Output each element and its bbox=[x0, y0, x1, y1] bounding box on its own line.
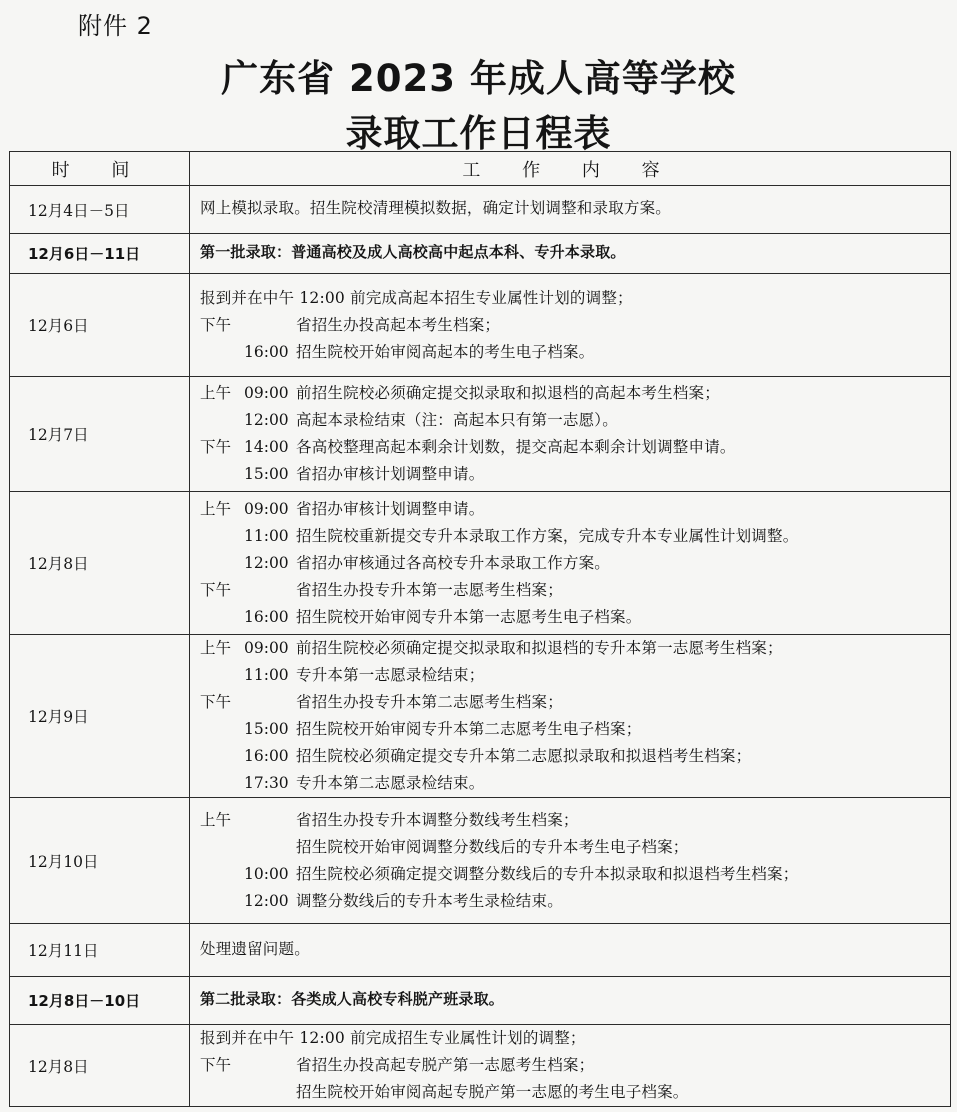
header-time: 时 间 bbox=[10, 152, 190, 186]
task-text: 招生院校重新提交专升本录取工作方案，完成专升本专业属性计划调整。 bbox=[296, 526, 799, 545]
schedule-line bbox=[200, 937, 946, 964]
period-label: 下午 bbox=[200, 693, 232, 711]
row-date: 12月4日－5日 bbox=[10, 186, 190, 234]
schedule-line bbox=[200, 689, 946, 716]
row-date: 12月7日 bbox=[10, 377, 190, 492]
row-content bbox=[190, 1025, 951, 1107]
schedule-line bbox=[200, 312, 946, 339]
header-content: 工 作 内 容 bbox=[190, 152, 951, 186]
table-row bbox=[10, 234, 951, 274]
schedule-line bbox=[200, 496, 946, 523]
table-row bbox=[10, 635, 951, 798]
task-text: 专升本第二志愿录检结束。 bbox=[296, 774, 485, 792]
period-label: 下午 bbox=[200, 580, 232, 599]
time-label: 16:00 bbox=[244, 607, 289, 626]
time-label: 15:00 bbox=[244, 465, 289, 483]
document-subtitle: 录取工作日程表 bbox=[345, 112, 612, 155]
row-date: 12月8日 bbox=[10, 1025, 190, 1107]
schedule-line bbox=[200, 550, 946, 577]
row-content bbox=[190, 977, 951, 1025]
schedule-line bbox=[200, 807, 946, 834]
period-label: 上午 bbox=[200, 499, 232, 518]
row-date: 12月9日 bbox=[10, 635, 190, 798]
task-text: 高起本录检结束（注：高起本只有第一志愿）。 bbox=[296, 411, 618, 429]
row-date: 12月8日 bbox=[10, 492, 190, 635]
schedule-line bbox=[200, 834, 946, 861]
table-row bbox=[10, 924, 951, 977]
task-text: 报到并在中午 12:00 前完成高起本招生专业属性计划的调整； bbox=[200, 288, 633, 307]
task-text: 省招办审核通过各高校专升本录取工作方案。 bbox=[296, 553, 611, 572]
schedule-line bbox=[200, 743, 946, 770]
time-label: 17:30 bbox=[244, 774, 289, 792]
time-label: 12:00 bbox=[244, 553, 289, 572]
time-label: 16:00 bbox=[244, 747, 289, 765]
task-text: 报到并在中午 12:00 前完成招生专业属性计划的调整； bbox=[200, 1029, 586, 1047]
task-text: 调整分数线后的专升本考生录检结束。 bbox=[296, 891, 563, 910]
schedule-line bbox=[200, 987, 946, 1014]
row-content bbox=[190, 274, 951, 377]
document-title: 广东省 2023 年成人高等学校 bbox=[221, 57, 736, 100]
schedule-line bbox=[200, 861, 946, 888]
row-date: 12月6日 bbox=[10, 274, 190, 377]
schedule-line bbox=[200, 888, 946, 915]
table-row bbox=[10, 492, 951, 635]
row-date: 12月11日 bbox=[10, 924, 190, 977]
row-date: 12月6日－11日 bbox=[10, 234, 190, 274]
time-label: 09:00 bbox=[244, 499, 289, 518]
time-label: 10:00 bbox=[244, 864, 289, 883]
schedule-line bbox=[200, 285, 946, 312]
time-label: 16:00 bbox=[244, 342, 289, 361]
period-label: 上午 bbox=[200, 639, 232, 657]
period-label: 下午 bbox=[200, 1056, 232, 1074]
table-row bbox=[10, 977, 951, 1025]
task-text: 网上模拟录取。招生院校清理模拟数据，确定计划调整和录取方案。 bbox=[200, 199, 672, 217]
row-content bbox=[190, 798, 951, 924]
table-row bbox=[10, 186, 951, 234]
schedule-line bbox=[200, 577, 946, 604]
task-text: 招生院校开始审阅专升本第一志愿考生电子档案。 bbox=[296, 607, 642, 626]
schedule-line bbox=[200, 635, 946, 662]
table-row bbox=[10, 1025, 951, 1107]
attachment-label: 附件 2 bbox=[78, 12, 153, 40]
schedule-line bbox=[200, 240, 946, 267]
table-row bbox=[10, 274, 951, 377]
schedule-line bbox=[200, 1025, 946, 1052]
task-text: 省招办审核计划调整申请。 bbox=[296, 499, 485, 518]
time-label: 09:00 bbox=[244, 384, 289, 402]
period-label: 上午 bbox=[200, 810, 232, 829]
table-row bbox=[10, 377, 951, 492]
task-text: 招生院校开始审阅高起本的考生电子档案。 bbox=[296, 342, 595, 361]
task-text: 处理遗留问题。 bbox=[200, 939, 310, 958]
schedule-line bbox=[200, 434, 946, 461]
schedule-line bbox=[200, 407, 946, 434]
task-text: 省招生办投专升本调整分数线考生档案； bbox=[296, 810, 579, 829]
task-text: 省招生办投高起专脱产第一志愿考生档案； bbox=[296, 1056, 595, 1074]
schedule-line bbox=[200, 662, 946, 689]
task-text: 招生院校开始审阅调整分数线后的专升本考生电子档案； bbox=[296, 837, 689, 856]
time-label: 15:00 bbox=[244, 720, 289, 738]
schedule-line bbox=[200, 339, 946, 366]
task-text: 省招生办投专升本第一志愿考生档案； bbox=[296, 580, 563, 599]
task-text: 招生院校开始审阅高起专脱产第一志愿的考生电子档案。 bbox=[296, 1083, 689, 1101]
schedule-line bbox=[200, 604, 946, 631]
task-text: 第二批录取：各类成人高校专科脱产班录取。 bbox=[200, 990, 505, 1008]
task-text: 第一批录取：普通高校及成人高校高中起点本科、专升本录取。 bbox=[200, 243, 626, 261]
schedule-table bbox=[9, 151, 951, 1107]
table-row bbox=[10, 798, 951, 924]
row-content bbox=[190, 234, 951, 274]
row-content bbox=[190, 924, 951, 977]
table-header-row bbox=[10, 152, 951, 186]
task-text: 省招生办投专升本第二志愿考生档案； bbox=[296, 693, 563, 711]
row-content bbox=[190, 186, 951, 234]
schedule-line bbox=[200, 380, 946, 407]
time-label: 09:00 bbox=[244, 639, 289, 657]
period-label: 下午 bbox=[200, 315, 232, 334]
task-text: 招生院校必须确定提交调整分数线后的专升本拟录取和拟退档考生档案； bbox=[296, 864, 799, 883]
schedule-line bbox=[200, 196, 946, 223]
time-label: 12:00 bbox=[244, 891, 289, 910]
schedule-line bbox=[200, 716, 946, 743]
time-label: 12:00 bbox=[244, 411, 289, 429]
schedule-line bbox=[200, 523, 946, 550]
row-content bbox=[190, 492, 951, 635]
task-text: 省招办审核计划调整申请。 bbox=[296, 465, 485, 483]
time-label: 14:00 bbox=[244, 438, 289, 456]
row-content bbox=[190, 377, 951, 492]
row-date: 12月10日 bbox=[10, 798, 190, 924]
task-text: 前招生院校必须确定提交拟录取和拟退档的高起本考生档案； bbox=[296, 384, 720, 402]
row-date: 12月8日－10日 bbox=[10, 977, 190, 1025]
time-label: 11:00 bbox=[244, 666, 289, 684]
period-label: 上午 bbox=[200, 384, 232, 402]
task-text: 前招生院校必须确定提交拟录取和拟退档的专升本第一志愿考生档案； bbox=[296, 639, 783, 657]
schedule-line bbox=[200, 770, 946, 797]
task-text: 各高校整理高起本剩余计划数，提交高起本剩余计划调整申请。 bbox=[296, 438, 736, 456]
task-text: 招生院校开始审阅专升本第二志愿考生电子档案； bbox=[296, 720, 642, 738]
schedule-line bbox=[200, 1079, 946, 1106]
task-text: 省招生办投高起本考生档案； bbox=[296, 315, 501, 334]
time-label: 11:00 bbox=[244, 526, 289, 545]
task-text: 招生院校必须确定提交专升本第二志愿拟录取和拟退档考生档案； bbox=[296, 747, 752, 765]
row-content bbox=[190, 635, 951, 798]
schedule-line bbox=[200, 1052, 946, 1079]
schedule-line bbox=[200, 461, 946, 488]
period-label: 下午 bbox=[200, 438, 232, 456]
task-text: 专升本第一志愿录检结束； bbox=[296, 666, 485, 684]
